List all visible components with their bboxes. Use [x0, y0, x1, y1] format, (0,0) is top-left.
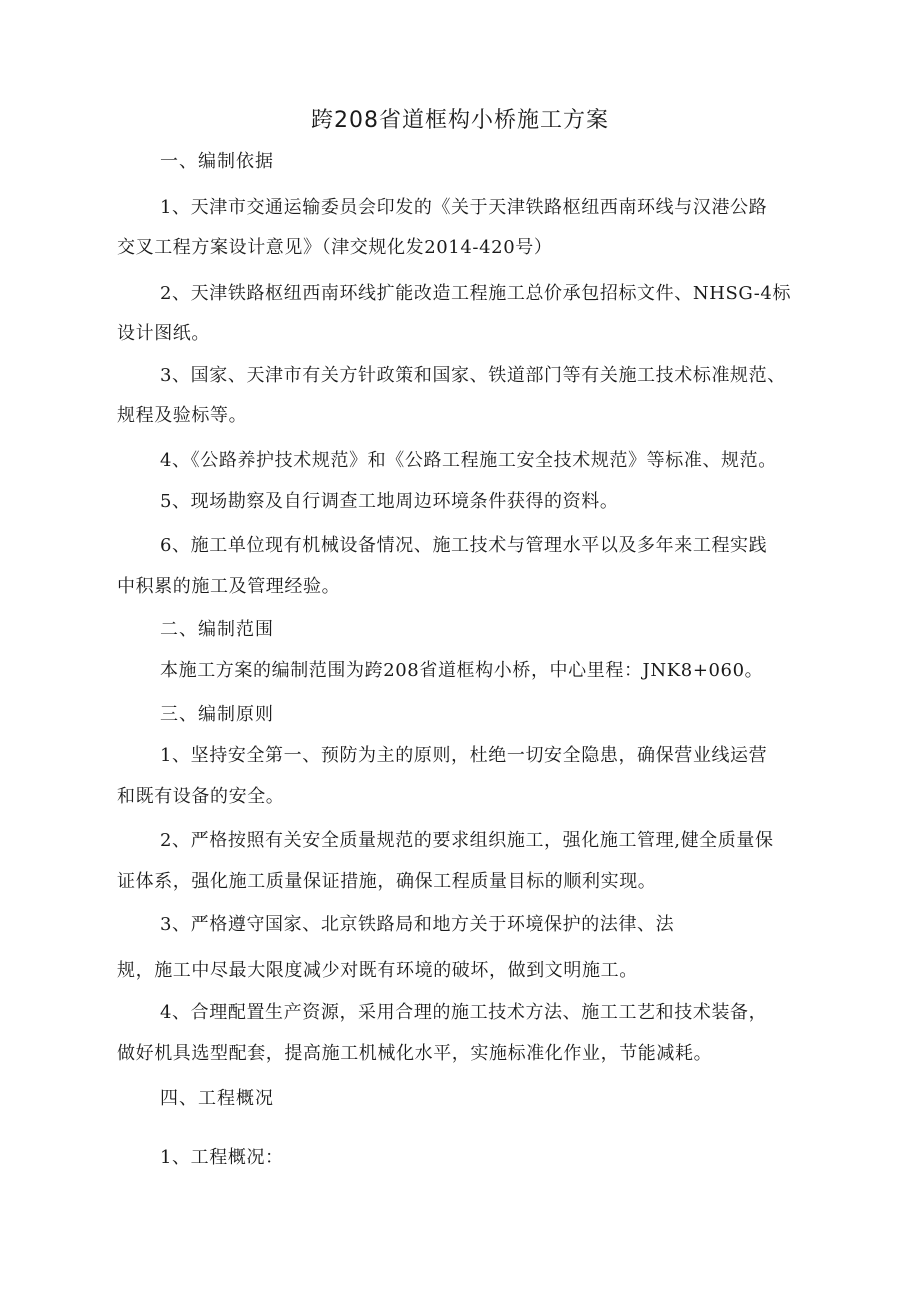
section-heading-principles: 三、编制原则 — [160, 704, 274, 725]
section-heading-scope: 二、编制范围 — [160, 619, 274, 640]
section-heading-overview: 四、工程概况 — [160, 1088, 274, 1109]
paragraph-line: 本施工方案的编制范围为跨208省道框构小桥，中心里程：JNK8+060。 — [160, 660, 764, 681]
paragraph-line: 中积累的施工及管理经验。 — [117, 576, 341, 597]
paragraph-line: 2、天津铁路枢纽西南环线扩能改造工程施工总价承包招标文件、NHSG-4标 — [160, 283, 792, 304]
paragraph-line: 设计图纸。 — [117, 323, 210, 344]
paragraph-line: 1、坚持安全第一、预防为主的原则，杜绝一切安全隐患，确保营业线运营 — [160, 745, 768, 766]
paragraph-line: 证体系，强化施工质量保证措施，确保工程质量目标的顺利实现。 — [117, 871, 657, 892]
paragraph-line: 规程及验标等。 — [117, 405, 248, 426]
paragraph-line: 做好机具选型配套，提高施工机械化水平，实施标准化作业，节能减耗。 — [117, 1043, 713, 1064]
paragraph-line: 交叉工程方案设计意见》（津交规化发2014-420号） — [117, 237, 553, 258]
paragraph-line: 和既有设备的安全。 — [117, 786, 285, 807]
section-heading-basis: 一、编制依据 — [160, 151, 274, 172]
paragraph-line: 6、施工单位现有机械设备情况、施工技术与管理水平以及多年来工程实践 — [160, 535, 768, 556]
paragraph-line: 4、合理配置生产资源，采用合理的施工技术方法、施工工艺和技术装备， — [160, 1002, 768, 1023]
paragraph-line: 4、《公路养护技术规范》和《公路工程施工安全技术规范》等标准、规范。 — [160, 450, 777, 471]
paragraph-line: 3、国家、天津市有关方针政策和国家、铁道部门等有关施工技术标准规范、 — [160, 365, 786, 386]
paragraph-line: 2、严格按照有关安全质量规范的要求组织施工，强化施工管理,健全质量保 — [160, 830, 774, 851]
paragraph-line: 3、严格遵守国家、北京铁路局和地方关于环境保护的法律、法 — [160, 914, 675, 935]
paragraph-line: 1、工程概况： — [160, 1147, 284, 1168]
paragraph-line: 规，施工中尽最大限度减少对既有环境的破坏，做到文明施工。 — [117, 960, 638, 981]
paragraph-line: 5、现场勘察及自行调查工地周边环境条件获得的资料。 — [160, 491, 619, 512]
paragraph-line: 1、天津市交通运输委员会印发的《关于天津铁路枢纽西南环线与汉港公路 — [160, 197, 768, 218]
document-title: 跨208省道框构小桥施工方案 — [311, 108, 609, 133]
